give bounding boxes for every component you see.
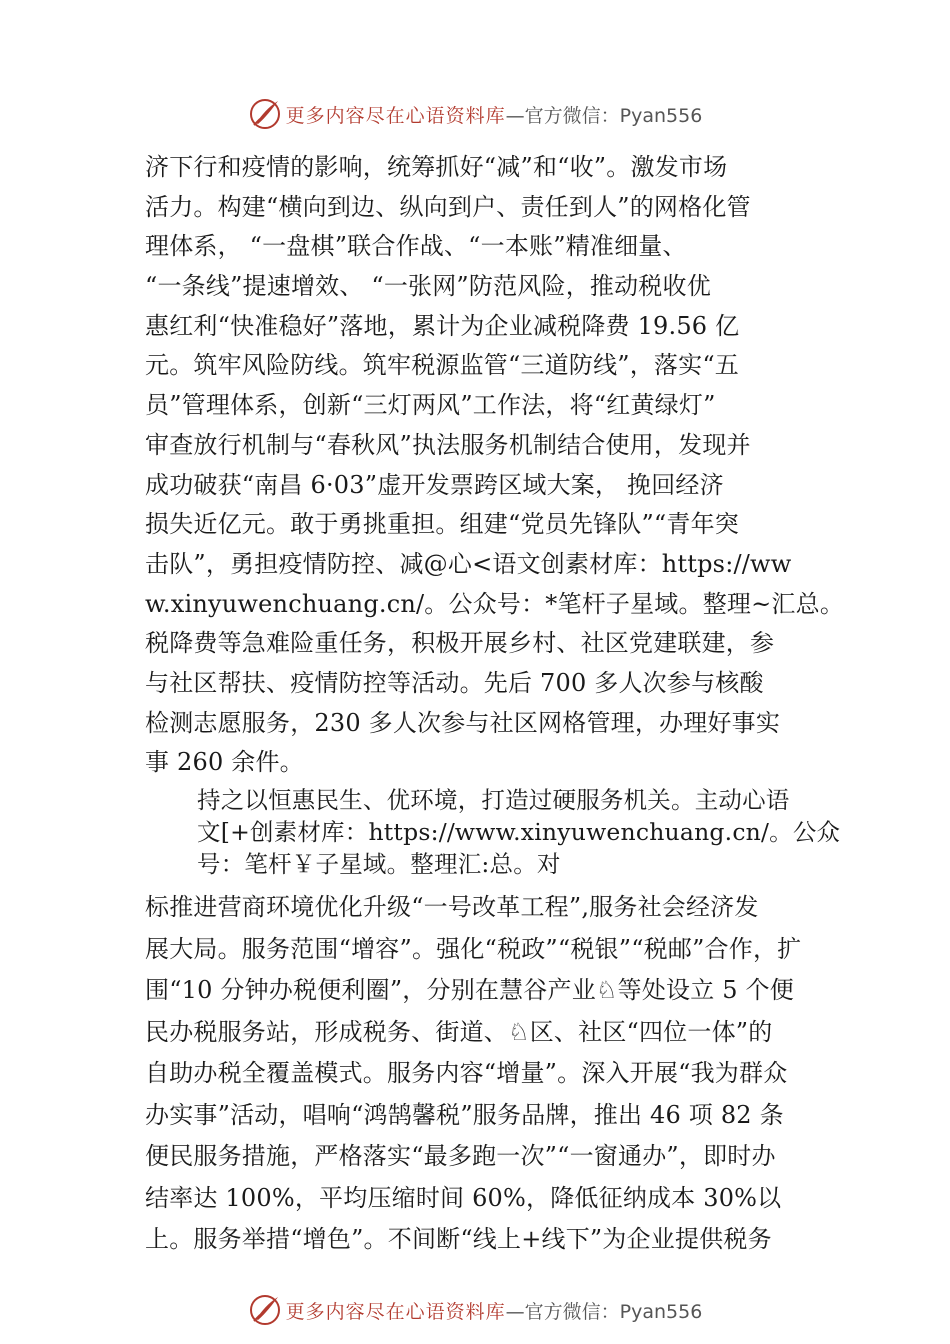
text-line: 活力。构建“横向到边、纵向到户、责任到人”的网格化管 [145,192,751,221]
text-line: “一条线”提速增效、 “一张网”防范风险，推动税收优 [145,272,711,301]
text-line: 击队”，勇担疫情防控、减@心<语文创素材库：https://ww [145,549,792,578]
header-banner [0,94,950,134]
paragraph-3 [145,887,825,1261]
text-line: 自助办税全覆盖模式。服务内容“增量”。深入开展“我为群众 [145,1059,788,1087]
text-line: w.xinyuwenchuang.cn/。公众号：*笔杆子星域。整理~汇总。 [145,589,845,618]
text-line: 展大局。服务范围“增容”。强化“税政”“税银”“税邮”合作，扩 [145,934,802,963]
text-line: 持之以恒惠民生、优环境，打造过硬服务机关。主动心语 [197,786,790,814]
footer-banner [0,1290,950,1330]
text-line: 围“10 分钟办税便利圈”，分别在慧谷产业♘等处设立 5 个便 [145,976,794,1004]
text-line: 惠红利“快准稳好”落地，累计为企业减税降费 19.56 亿 [145,311,740,340]
text-line: 理体系， “一盘棋”联合作战、“一本账”精准细量、 [145,232,687,261]
header-brand-text: 更多内容尽在心语资料库 [285,104,506,127]
text-line: 元。筑牢风险防线。筑牢税源监管“三道防线”，落实“五 [145,351,740,380]
text-line: 上。服务举措“增色”。不间断“线上+线下”为企业提供税务 [145,1225,772,1253]
text-line: 便民服务措施，严格落实“最多跑一次”“一窗通办”，即时办 [145,1142,776,1170]
text-line: 号：笔杆￥子星域。整理汇:总。对 [197,850,561,878]
text-line: 济下行和疫情的影响，统筹抓好“减”和“收”。激发市场 [145,153,728,181]
text-line: 民办税服务站，形成税务、街道、♘区、社区“四位一体”的 [145,1017,773,1046]
text-line: 检测志愿服务，230 多人次参与社区网格管理，办理好事实 [145,708,781,737]
text-line: 审查放行机制与“春秋风”执法服务机制结合使用，发现并 [145,430,751,459]
quill-logo-icon [248,97,282,131]
text-line: 办实事”活动，唱响“鸿鹄馨税”服务品牌，推出 46 项 82 条 [145,1100,784,1129]
text-line: 员”管理体系，创新“三灯两风”工作法，将“红黄绿灯” [145,391,716,420]
text-line: 结率达 100%，平均压缩时间 60%，降低征纳成本 30%以 [145,1183,782,1212]
quill-logo-icon [248,1293,282,1327]
paragraph-1 [145,148,845,783]
footer-brand-text: 更多内容尽在心语资料库 [285,1300,506,1323]
text-line: 文[+创素材库：https://www.xinyuwenchuang.cn/。公众 [197,818,841,846]
text-line: 损失近亿元。敢于勇挑重担。组建“党员先锋队”“青年突 [145,510,740,539]
text-line: 成功破获“南昌 6·03”虚开发票跨区域大案， 挽回经济 [145,470,724,499]
text-line: 标推进营商环境优化升级“一号改革工程”,服务社会经济发 [145,893,759,921]
footer-contact-text: —官方微信：Pyan556 [505,1300,703,1323]
text-line: 与社区帮扶、疫情防控等活动。先后 700 多人次参与核酸 [145,668,764,697]
text-line: 事 260 余件。 [145,748,304,777]
header-contact-text: —官方微信：Pyan556 [505,104,703,127]
paragraph-2 [197,784,847,880]
text-line: 税降费等急难险重任务，积极开展乡村、社区党建联建，参 [145,629,775,658]
